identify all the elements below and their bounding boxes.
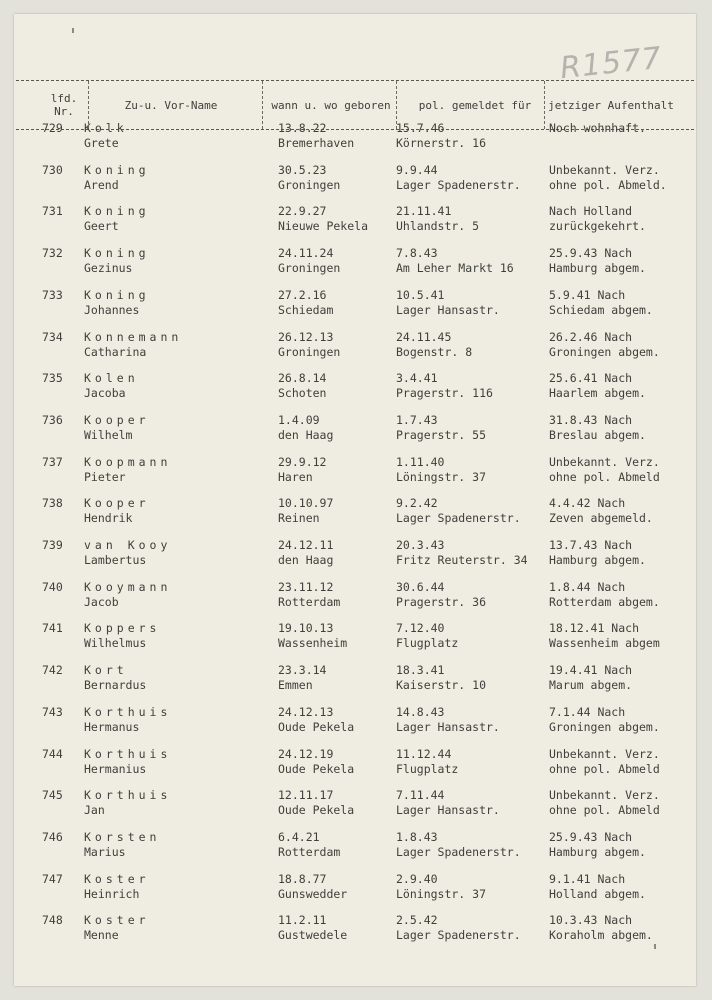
entry-number: 743 <box>42 704 63 719</box>
given-name: Pieter <box>84 469 126 484</box>
archive-stamp: R1577 <box>558 40 664 87</box>
current-whereabouts-detail: ohne pol. Abmeld. <box>549 177 667 192</box>
given-name: Bernardus <box>84 678 147 693</box>
current-whereabouts-detail: ohne pol. Abmeld <box>549 469 660 484</box>
birth-place: Haren <box>278 469 313 484</box>
table-row <box>14 702 696 744</box>
current-whereabouts: 31.8.43 Nach <box>549 412 633 427</box>
current-whereabouts: 9.1.41 Nach <box>549 871 626 886</box>
paper-mark <box>72 28 74 33</box>
registration-address: Lager Spadenerstr. <box>396 844 521 859</box>
current-whereabouts-detail: Haarlem abgem. <box>549 386 646 401</box>
birth-place: Emmen <box>278 678 313 693</box>
current-whereabouts: 7.1.44 Nach <box>549 704 626 719</box>
surname: Koster <box>84 913 150 928</box>
table-row <box>14 910 696 952</box>
birth-date: 23.11.12 <box>278 579 334 594</box>
registration-address: Bogenstr. 8 <box>396 344 473 359</box>
given-name: Johannes <box>84 302 140 317</box>
birth-place: Gunswedder <box>278 886 348 901</box>
table-row <box>14 827 696 869</box>
current-whereabouts-detail: ohne pol. Abmeld <box>549 803 660 818</box>
surname: Koster <box>84 871 150 886</box>
table-row <box>14 493 696 535</box>
registration-date: 18.3.41 <box>396 663 445 678</box>
registration-address: Pragerstr. 116 <box>396 386 493 401</box>
surname: Koopmann <box>84 454 172 469</box>
registration-address: Flugplatz <box>396 761 459 776</box>
registration-date: 15.7.46 <box>396 121 445 135</box>
birth-place: Rotterdam <box>278 594 341 609</box>
surname: van Kooy <box>84 538 172 552</box>
surname: Kooper <box>84 412 150 427</box>
entry-number: 733 <box>42 287 63 302</box>
current-whereabouts-detail: Zeven abgemeld. <box>549 511 653 526</box>
table-row <box>14 201 696 243</box>
registration-date: 11.12.44 <box>396 746 452 761</box>
birth-date: 11.2.11 <box>278 913 327 928</box>
given-name: Grete <box>84 136 119 150</box>
birth-place: Groningen <box>278 344 341 359</box>
table-row <box>14 744 696 786</box>
birth-place: den Haag <box>278 427 334 442</box>
current-whereabouts-detail: Koraholm abgem. <box>549 928 653 943</box>
birth-place: Wassenheim <box>278 636 348 651</box>
current-whereabouts: Unbekannt. Verz. <box>549 162 660 177</box>
given-name: Jan <box>84 803 105 818</box>
current-whereabouts: Unbekannt. Verz. <box>549 746 660 761</box>
entry-number: 729 <box>42 121 63 135</box>
registration-date: 1.7.43 <box>396 412 438 427</box>
given-name: Geert <box>84 219 119 234</box>
birth-place: Schoten <box>278 386 327 401</box>
registration-address: Flugplatz <box>396 636 459 651</box>
current-whereabouts-detail: Marum abgem. <box>549 678 633 693</box>
entry-number: 741 <box>42 621 63 636</box>
birth-date: 24.12.13 <box>278 704 334 719</box>
current-whereabouts-detail: Breslau abgem. <box>549 427 646 442</box>
registration-address: Lager Spadenerstr. <box>396 177 521 192</box>
birth-place: Bremerhaven <box>278 136 355 150</box>
entry-number: 731 <box>42 204 63 219</box>
given-name: Wilhelmus <box>84 636 147 651</box>
registration-date: 2.5.42 <box>396 913 438 928</box>
registration-address: Körnerstr. 16 <box>396 136 487 150</box>
paper-mark <box>654 944 656 949</box>
current-whereabouts: 19.4.41 Nach <box>549 663 633 678</box>
given-name: Arend <box>84 177 119 192</box>
birth-place: Oude Pekela <box>278 719 355 734</box>
current-whereabouts: 4.4.42 Nach <box>549 496 626 511</box>
birth-place: den Haag <box>278 553 334 567</box>
current-whereabouts: 5.9.41 Nach <box>549 287 626 302</box>
given-name: Menne <box>84 928 119 943</box>
given-name: Hendrik <box>84 511 133 526</box>
current-whereabouts-detail: zurückgekehrt. <box>549 219 646 234</box>
table-row <box>14 535 696 577</box>
entry-number: 737 <box>42 454 63 469</box>
current-whereabouts: 13.7.43 Nach <box>549 538 633 552</box>
table-row <box>14 327 696 369</box>
entry-number: 739 <box>42 538 63 552</box>
registration-date: 21.11.41 <box>396 204 452 219</box>
surname: Koning <box>84 204 150 219</box>
surname: Kolen <box>84 371 139 386</box>
header-aufenthalt: jetziger Aufenthalt <box>548 98 674 112</box>
birth-place: Oude Pekela <box>278 761 355 776</box>
given-name: Wilhelm <box>84 427 133 442</box>
birth-date: 10.10.97 <box>278 496 334 511</box>
registration-address: Fritz Reuterstr. 34 <box>396 553 528 567</box>
birth-date: 18.8.77 <box>278 871 327 886</box>
current-whereabouts: 26.2.46 Nach <box>549 329 633 344</box>
table-row <box>14 660 696 702</box>
current-whereabouts: 25.9.43 Nach <box>549 246 633 261</box>
birth-date: 12.11.17 <box>278 788 334 803</box>
birth-date: 30.5.23 <box>278 162 327 177</box>
registration-address: Löningstr. 37 <box>396 469 487 484</box>
surname: Korthuis <box>84 788 172 803</box>
registration-address: Lager Spadenerstr. <box>396 928 521 943</box>
given-name: Hermanius <box>84 761 147 776</box>
birth-place: Gustwedele <box>278 928 348 943</box>
table-row <box>14 243 696 285</box>
document-page <box>14 14 696 986</box>
given-name: Marius <box>84 844 126 859</box>
registration-date: 1.11.40 <box>396 454 445 469</box>
table-row <box>14 577 696 619</box>
entry-number: 746 <box>42 829 63 844</box>
entry-number: 734 <box>42 329 63 344</box>
birth-place: Oude Pekela <box>278 803 355 818</box>
entry-number: 745 <box>42 788 63 803</box>
header-nr: lfd. Nr. <box>50 92 78 118</box>
current-whereabouts-detail: Holland abgem. <box>549 886 646 901</box>
registration-date: 30.6.44 <box>396 579 445 594</box>
registration-date: 24.11.45 <box>396 329 452 344</box>
given-name: Lambertus <box>84 553 147 567</box>
table-row <box>14 785 696 827</box>
registration-address: Pragerstr. 55 <box>396 427 487 442</box>
current-whereabouts-detail: Schiedam abgem. <box>549 302 653 317</box>
current-whereabouts-detail: ohne pol. Abmeld <box>549 761 660 776</box>
registration-address: Pragerstr. 36 <box>396 594 487 609</box>
table-row <box>14 118 696 160</box>
birth-place: Nieuwe Pekela <box>278 219 369 234</box>
registration-date: 7.11.44 <box>396 788 445 803</box>
registration-date: 9.2.42 <box>396 496 438 511</box>
registration-address: Löningstr. 37 <box>396 886 487 901</box>
surname: Koning <box>84 287 150 302</box>
surname: Korthuis <box>84 746 172 761</box>
current-whereabouts-detail: Groningen abgem. <box>549 719 660 734</box>
current-whereabouts: 1.8.44 Nach <box>549 579 626 594</box>
birth-date: 26.8.14 <box>278 371 327 386</box>
registration-address: Lager Spadenerstr. <box>396 511 521 526</box>
current-whereabouts-detail: Hamburg abgem. <box>549 553 646 567</box>
registration-date: 20.3.43 <box>396 538 445 552</box>
entry-number: 744 <box>42 746 63 761</box>
table-row <box>14 285 696 327</box>
surname: Korthuis <box>84 704 172 719</box>
current-whereabouts-detail: Hamburg abgem. <box>549 844 646 859</box>
given-name: Hermanus <box>84 719 140 734</box>
birth-date: 22.9.27 <box>278 204 327 219</box>
given-name: Catharina <box>84 344 147 359</box>
entry-number: 732 <box>42 246 63 261</box>
birth-date: 26.12.13 <box>278 329 334 344</box>
registration-address: Lager Hansastr. <box>396 803 500 818</box>
entry-number: 736 <box>42 412 63 427</box>
surname: Konnemann <box>84 329 183 344</box>
birth-place: Rotterdam <box>278 844 341 859</box>
registration-address: Am Leher Markt 16 <box>396 261 514 276</box>
current-whereabouts-detail: Hamburg abgem. <box>549 261 646 276</box>
birth-date: 29.9.12 <box>278 454 327 469</box>
surname: Koning <box>84 162 150 177</box>
registration-date: 9.9.44 <box>396 162 438 177</box>
given-name: Jacoba <box>84 386 126 401</box>
current-whereabouts: 25.9.43 Nach <box>549 829 633 844</box>
given-name: Jacob <box>84 594 119 609</box>
surname: Korsten <box>84 829 161 844</box>
surname: Koning <box>84 246 150 261</box>
surname: Kooymann <box>84 579 172 594</box>
current-whereabouts: 18.12.41 Nach <box>549 621 640 636</box>
birth-date: 24.11.24 <box>278 246 334 261</box>
surname: Kooper <box>84 496 150 511</box>
entry-number: 740 <box>42 579 63 594</box>
registration-date: 3.4.41 <box>396 371 438 386</box>
entry-number: 747 <box>42 871 63 886</box>
current-whereabouts: 10.3.43 Nach <box>549 913 633 928</box>
surname: Kolk <box>84 121 128 135</box>
table-row <box>14 160 696 202</box>
current-whereabouts-detail: Wassenheim abgem <box>549 636 660 651</box>
registration-address: Kaiserstr. 10 <box>396 678 487 693</box>
table-row <box>14 452 696 494</box>
header-name: Zu-u. Vor-Name <box>124 98 218 112</box>
registration-date: 10.5.41 <box>396 287 445 302</box>
table-row <box>14 869 696 911</box>
registration-date: 7.8.43 <box>396 246 438 261</box>
entry-number: 730 <box>42 162 63 177</box>
registration-date: 2.9.40 <box>396 871 438 886</box>
table-row <box>14 618 696 660</box>
birth-date: 24.12.19 <box>278 746 334 761</box>
header-pol: pol. gemeldet für <box>418 98 532 112</box>
current-whereabouts-detail: Rotterdam abgem. <box>549 594 660 609</box>
registration-date: 1.8.43 <box>396 829 438 844</box>
entry-number: 735 <box>42 371 63 386</box>
current-whereabouts-detail: Groningen abgem. <box>549 344 660 359</box>
current-whereabouts: Unbekannt. Verz. <box>549 788 660 803</box>
current-whereabouts: Noch wohnhaft. <box>549 121 646 135</box>
header-born: wann u. wo geboren <box>271 98 391 112</box>
table-row <box>14 410 696 452</box>
registration-date: 14.8.43 <box>396 704 445 719</box>
birth-date: 24.12.11 <box>278 538 334 552</box>
current-whereabouts: 25.6.41 Nach <box>549 371 633 386</box>
birth-place: Reinen <box>278 511 320 526</box>
given-name: Heinrich <box>84 886 140 901</box>
birth-date: 27.2.16 <box>278 287 327 302</box>
birth-place: Groningen <box>278 261 341 276</box>
birth-date: 19.10.13 <box>278 621 334 636</box>
registration-address: Lager Hansastr. <box>396 719 500 734</box>
birth-date: 13.8.22 <box>278 121 327 135</box>
entry-number: 742 <box>42 663 63 678</box>
registration-address: Lager Hansastr. <box>396 302 500 317</box>
birth-date: 23.3.14 <box>278 663 327 678</box>
surname: Koppers <box>84 621 161 636</box>
current-whereabouts: Nach Holland <box>549 204 633 219</box>
birth-place: Schiedam <box>278 302 334 317</box>
birth-place: Groningen <box>278 177 341 192</box>
current-whereabouts: Unbekannt. Verz. <box>549 454 660 469</box>
given-name: Gezinus <box>84 261 133 276</box>
entry-number: 748 <box>42 913 63 928</box>
surname: Kort <box>84 663 128 678</box>
birth-date: 1.4.09 <box>278 412 320 427</box>
registration-date: 7.12.40 <box>396 621 445 636</box>
birth-date: 6.4.21 <box>278 829 320 844</box>
table-row <box>14 368 696 410</box>
entry-number: 738 <box>42 496 63 511</box>
registration-address: Uhlandstr. 5 <box>396 219 480 234</box>
